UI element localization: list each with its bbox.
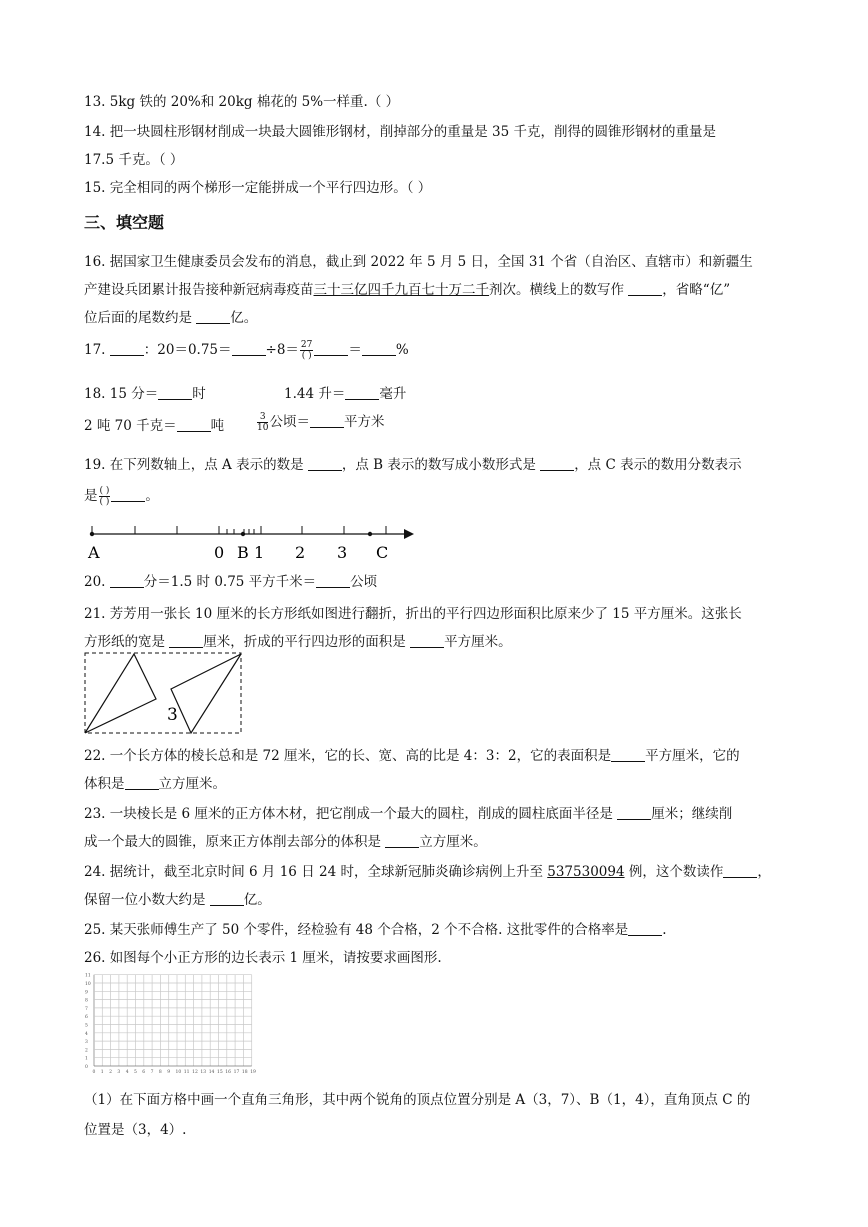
grid-y-label: 10 bbox=[85, 982, 91, 987]
answer-blank[interactable] bbox=[125, 775, 159, 790]
q22-text: 立方厘米。 bbox=[158, 776, 226, 792]
answer-blank[interactable] bbox=[110, 573, 144, 588]
fraction: $\frac{3}{10}$ bbox=[257, 412, 269, 433]
grid-y-label: 6 bbox=[85, 1015, 88, 1021]
answer-blank[interactable] bbox=[310, 413, 344, 428]
q17-text: ：20＝0.75＝ bbox=[143, 342, 232, 358]
label-b: B bbox=[237, 543, 249, 562]
label-1: 1 bbox=[254, 543, 265, 562]
question-26-sub-1-line-1: （1）在下面方格中画一个直角三角形，其中两个锐角的顶点位置分别是 A（3，7）、B（1，4），直角顶点 C 的 bbox=[84, 1092, 751, 1108]
answer-blank[interactable] bbox=[111, 487, 145, 502]
answer-blank[interactable] bbox=[110, 341, 144, 356]
question-16-line-3 bbox=[84, 306, 257, 326]
question-19-line-1 bbox=[84, 453, 742, 473]
question-21-line-1: 21. 芳芳用一张长 10 厘米的长方形纸如图进行翻折，折出的平行四边形面积比原来少了 15 平方厘米。这张长 bbox=[84, 606, 742, 622]
grid-x-label: 18 bbox=[241, 1070, 248, 1075]
grid-x-label: 8 bbox=[158, 1070, 162, 1075]
question-16-line-2 bbox=[84, 278, 730, 298]
q22-text: 22. 一个长方体的棱长总和是 72 厘米，它的长、宽、高的比是 4：3：2，它的表面积是 bbox=[84, 748, 612, 764]
q16-text: 亿。 bbox=[230, 310, 258, 326]
grid-y-label: 5 bbox=[85, 1023, 88, 1029]
grid-x-label: 6 bbox=[142, 1070, 146, 1075]
q19-text: 19. 在下列数轴上，点 A 表示的数是 bbox=[84, 457, 308, 473]
answer-blank[interactable] bbox=[177, 417, 211, 432]
q18-text: 时 bbox=[192, 386, 206, 402]
point-a-dot bbox=[90, 532, 94, 536]
label-0: 0 bbox=[214, 543, 225, 562]
q24-text: ， bbox=[757, 864, 771, 880]
question-16-line-1: 16. 据国家卫生健康委员会发布的消息，截止到 2022 年 5 月 5 日，全国 31 个省（自治区、直辖市）和新疆生 bbox=[84, 254, 753, 270]
grid-x-label: 0 bbox=[92, 1070, 96, 1075]
q24-text: 例，这个数读作 bbox=[624, 864, 724, 880]
question-18-line-2b bbox=[256, 410, 384, 433]
question-26-title: 26. 如图每个小正方形的边长表示 1 厘米，请按要求画图形. bbox=[84, 950, 442, 966]
q19-text: 是 bbox=[84, 488, 98, 504]
grid-x-label: 2 bbox=[109, 1070, 112, 1075]
answer-blank[interactable] bbox=[611, 747, 645, 762]
q22-text: 体积是 bbox=[84, 776, 125, 792]
grid-y-label: 9 bbox=[85, 990, 88, 996]
grid-x-label: 19 bbox=[250, 1070, 256, 1075]
q20-text: 公顷 bbox=[350, 574, 378, 590]
label-a: A bbox=[88, 543, 100, 562]
q17-text: ÷8＝ bbox=[265, 342, 299, 358]
answer-blank[interactable] bbox=[158, 385, 192, 400]
grid-x-label: 14 bbox=[208, 1070, 215, 1075]
question-26-sub-1-line-2: 位置是（3，4）. bbox=[84, 1122, 187, 1138]
point-c-dot bbox=[368, 532, 372, 536]
answer-blank[interactable] bbox=[169, 633, 203, 648]
q24-underlined-number: 537530094 bbox=[547, 864, 625, 880]
question-14-line-1: 14. 把一块圆柱形钢材削成一块最大圆锥形钢材，削掉部分的重量是 35 千克，削得的圆锥形钢材的重量是 bbox=[84, 124, 717, 140]
q21-text: 方形纸的宽是 bbox=[84, 634, 170, 650]
grid-y-label: 1 bbox=[85, 1056, 88, 1062]
answer-blank[interactable] bbox=[308, 456, 342, 471]
q21-text: 平方厘米。 bbox=[444, 634, 512, 650]
grid-x-label: 3 bbox=[117, 1070, 121, 1075]
figure-label: 3 bbox=[167, 705, 178, 725]
q23-text: 厘米；继续削 bbox=[651, 806, 733, 822]
grid-y-label: 2 bbox=[85, 1048, 88, 1054]
grid-x-label: 5 bbox=[134, 1070, 137, 1075]
square-grid bbox=[84, 970, 260, 1078]
grid-x-label: 9 bbox=[167, 1070, 171, 1075]
q18-text: 吨 bbox=[210, 418, 225, 434]
q18-text: 18. 15 分＝ bbox=[84, 386, 159, 402]
question-19-line-2 bbox=[84, 484, 159, 507]
grid-y-label: 4 bbox=[85, 1031, 88, 1037]
question-18-line-1b bbox=[284, 382, 406, 402]
q24-text: 24. 据统计，截至北京时间 6 月 16 日 24 时，全球新冠肺炎确诊病例上升至 bbox=[84, 864, 548, 880]
answer-blank[interactable] bbox=[314, 341, 348, 356]
q22-text: 平方厘米，它的 bbox=[645, 748, 740, 764]
q17-text: 17. bbox=[84, 342, 110, 358]
q18-text: 2 吨 70 千克＝ bbox=[84, 418, 177, 434]
label-c: C bbox=[376, 543, 389, 562]
question-18-line-2 bbox=[84, 414, 224, 434]
grid-y-label: 3 bbox=[85, 1040, 88, 1046]
fraction: $\frac{( )}{( )}$ bbox=[99, 486, 110, 507]
question-22-line-1 bbox=[84, 744, 740, 764]
grid-x-label: 7 bbox=[150, 1070, 154, 1075]
q18-text: 平方米 bbox=[343, 414, 385, 430]
answer-blank[interactable] bbox=[345, 385, 379, 400]
q19-text: ，点 C 表示的数用分数表示 bbox=[574, 457, 742, 473]
q18-text: 公顷＝ bbox=[269, 414, 310, 430]
q16-text: 产建设兵团累计报告接种新冠病毒疫苗 bbox=[84, 282, 314, 298]
fraction: $\frac{27}{( )}$ bbox=[300, 340, 313, 361]
label-2: 2 bbox=[295, 543, 306, 562]
q20-text: 分＝1.5 时 0.75 平方千米＝ bbox=[143, 574, 317, 590]
answer-blank[interactable] bbox=[232, 341, 266, 356]
label-3: 3 bbox=[337, 543, 348, 562]
answer-blank[interactable] bbox=[540, 456, 574, 471]
question-23-line-1 bbox=[84, 802, 732, 822]
section-heading: 三、填空题 bbox=[84, 213, 165, 232]
q23-text: 成一个最大的圆锥，原来正方体削去部分的体积是 bbox=[84, 834, 386, 850]
grid-x-label: 12 bbox=[192, 1070, 198, 1075]
question-18-line-1 bbox=[84, 382, 206, 402]
question-21-line-2 bbox=[84, 630, 512, 650]
q16-underlined-number: 三十三亿四千九百七十万二千 bbox=[313, 282, 489, 298]
q18-text: 毫升 bbox=[379, 386, 407, 402]
q25-text: . bbox=[662, 922, 667, 938]
grid-x-label: 10 bbox=[175, 1070, 182, 1075]
answer-blank[interactable] bbox=[617, 805, 651, 820]
q16-text: ，省略“亿” bbox=[662, 282, 731, 298]
answer-blank[interactable] bbox=[385, 833, 419, 848]
answer-blank[interactable] bbox=[316, 573, 350, 588]
q17-text: % bbox=[395, 342, 409, 358]
question-15: 15. 完全相同的两个梯形一定能拼成一个平行四边形。（ ） bbox=[84, 180, 432, 196]
folded-paper-figure bbox=[84, 652, 244, 736]
grid-x-label: 1 bbox=[100, 1070, 104, 1075]
grid-y-label: 0 bbox=[85, 1065, 88, 1070]
q16-text: 位后面的尾数约是 bbox=[84, 310, 197, 326]
q21-text: 厘米，折成的平行四边形的面积是 bbox=[203, 634, 411, 650]
answer-blank[interactable] bbox=[628, 281, 662, 296]
grid-x-label: 13 bbox=[200, 1070, 207, 1075]
grid-x-label: 16 bbox=[225, 1070, 232, 1075]
answer-blank[interactable] bbox=[628, 921, 662, 936]
q16-text: 剂次。横线上的数写作 bbox=[489, 282, 629, 298]
q24-text: 保留一位小数大约是 bbox=[84, 892, 210, 908]
answer-blank[interactable] bbox=[410, 633, 444, 648]
point-b-dot bbox=[241, 532, 245, 536]
grid-x-label: 15 bbox=[217, 1070, 223, 1075]
question-24-line-2 bbox=[84, 888, 271, 908]
question-24-line-1 bbox=[84, 860, 771, 880]
grid-x-label: 4 bbox=[125, 1070, 129, 1075]
question-25 bbox=[84, 918, 667, 938]
q23-text: 立方厘米。 bbox=[419, 834, 487, 850]
answer-blank[interactable] bbox=[196, 309, 230, 324]
question-23-line-2 bbox=[84, 830, 487, 850]
grid-y-label: 11 bbox=[85, 973, 91, 979]
answer-blank[interactable] bbox=[210, 891, 244, 906]
grid-y-label: 8 bbox=[85, 998, 88, 1004]
grid-y-label: 7 bbox=[85, 1006, 88, 1012]
question-13: 13. 5kg 铁的 20%和 20kg 棉花的 5%一样重.（ ） bbox=[84, 94, 400, 110]
question-20 bbox=[84, 570, 377, 590]
answer-blank[interactable] bbox=[723, 863, 757, 878]
q20-text: 20. bbox=[84, 574, 110, 590]
q23-text: 23. 一块棱长是 6 厘米的正方体木材，把它削成一个最大的圆柱，削成的圆柱底面半径是 bbox=[84, 806, 618, 822]
q24-text: 亿。 bbox=[243, 892, 271, 908]
q19-text: ，点 B 表示的数写成小数形式是 bbox=[341, 457, 541, 473]
number-line bbox=[84, 518, 424, 568]
q18-text: 1.44 升＝ bbox=[284, 386, 346, 402]
question-17 bbox=[84, 338, 409, 361]
q25-text: 25. 某天张师傅生产了 50 个零件，经检验有 48 个合格，2 个不合格. 这批零件的合格率是 bbox=[84, 922, 629, 938]
question-22-line-2 bbox=[84, 772, 226, 792]
grid-x-label: 11 bbox=[183, 1070, 190, 1075]
question-14-line-2: 17.5 千克。（ ） bbox=[84, 152, 184, 168]
q19-text: 。 bbox=[145, 488, 159, 504]
grid-x-label: 17 bbox=[233, 1070, 240, 1075]
answer-blank[interactable] bbox=[362, 341, 396, 356]
q17-text: ＝ bbox=[348, 342, 362, 358]
